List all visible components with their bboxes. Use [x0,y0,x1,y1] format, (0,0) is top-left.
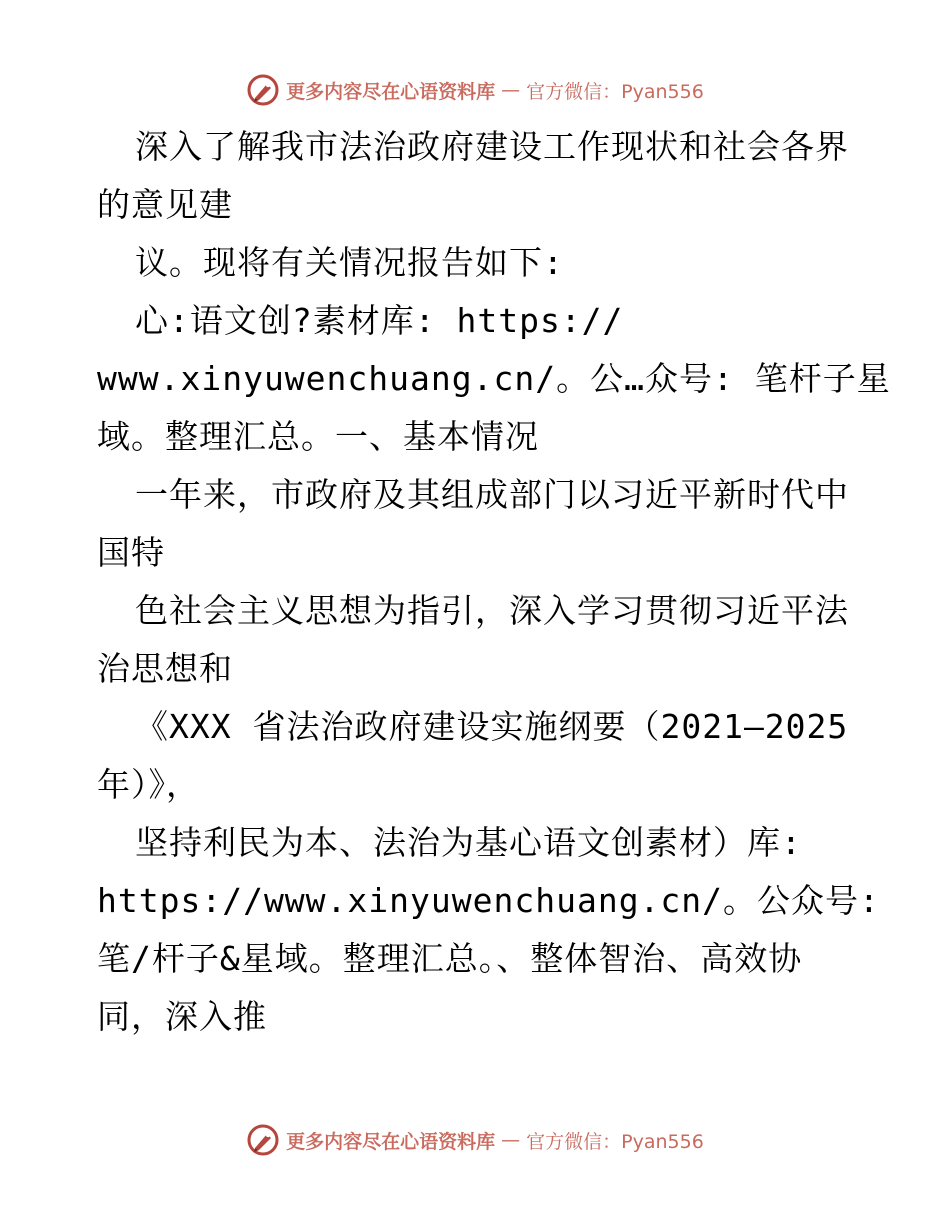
header-banner [0,70,950,110]
body-line: 一年来，市政府及其组成部门以习近平新时代中 [135,475,849,514]
footer-wechat-text: 官方微信：Pyan556 [526,1130,704,1153]
body-line: 笔/杆子&星域。整理汇总。、整体智治、高效协 [97,939,803,978]
body-line: 域。整理汇总。一、基本情况 [97,417,539,456]
footer-separator: — [501,1129,521,1151]
header-wechat-text: 官方微信：Pyan556 [526,80,704,103]
body-line: 国特 [97,533,165,572]
footer-banner [0,1120,950,1160]
body-line: 深入了解我市法治政府建设工作现状和社会各界 [135,127,849,166]
body-line: https://www.xinyuwenchuang.cn/。公众号: [97,881,880,920]
header-banner-content [246,73,704,107]
body-line: 色社会主义思想为指引，深入学习贯彻习近平法 [135,591,849,630]
header-separator: — [501,79,521,101]
body-line: 年）》， [97,765,200,804]
body-line: 议。现将有关情况报告如下: [135,243,564,282]
body-line: 的意见建 [97,185,233,224]
body-line: 《XXX 省法治政府建设实施纲要（2021—2025 [135,707,849,746]
header-brand-text: 更多内容尽在心语资料库 [286,80,496,103]
body-line: 治思想和 [97,649,233,688]
body-line: 心:语文创?素材库: https:// [135,301,624,340]
footer-brand-text: 更多内容尽在心语资料库 [286,1130,496,1153]
body-line: 同，深入推 [97,997,267,1036]
body-text [97,118,891,1046]
body-line: www.xinyuwenchuang.cn/。公…众号: 笔杆子星 [97,359,891,398]
pen-logo-icon [246,1123,280,1157]
body-line: 坚持利民为本、法治为基心语文创素材）库: [135,823,802,862]
pen-logo-icon [246,73,280,107]
footer-banner-content [246,1123,704,1157]
